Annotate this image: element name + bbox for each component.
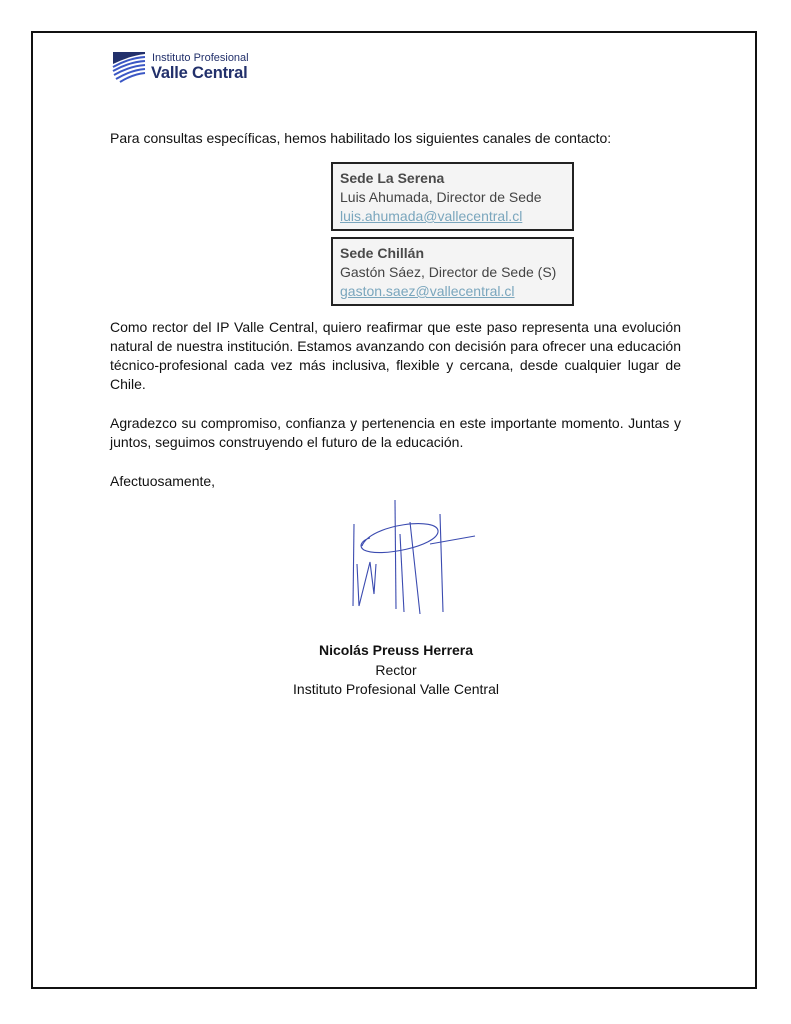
wave-logo-icon: [111, 50, 149, 84]
intro-text: Para consultas específicas, hemos habilitado los siguientes canales de contacto:: [110, 130, 612, 146]
contact-email-link[interactable]: gaston.saez@vallecentral.cl: [340, 283, 515, 299]
signer-role: Rector: [375, 661, 417, 678]
body-paragraph: Como rector del IP Valle Central, quiero reafirmar que este paso representa una evolución natural de nuestra institución. Estamos avanzando con decisión para ofrecer una educación técnico-profesional cada vez más inclusiva, flexible y cercana, desde cualquier lugar de Chile.: [110, 319, 681, 392]
contact-title: Sede La Serena: [340, 170, 445, 186]
contact-title: Sede Chillán: [340, 245, 425, 261]
logo-subtitle: Instituto Profesional: [152, 52, 249, 64]
signature-block: [200, 641, 592, 700]
contact-box-chillan: [331, 237, 574, 306]
contact-email-link[interactable]: luis.ahumada@vallecentral.cl: [340, 208, 523, 224]
signer-name: Nicolás Preuss Herrera: [318, 642, 474, 658]
handwritten-signature: [340, 494, 480, 624]
contact-box-la-serena: [331, 162, 574, 231]
closing-text: Afectuosamente,: [110, 473, 216, 489]
contact-person: Gastón Sáez, Director de Sede (S): [340, 264, 557, 280]
institution-logo: [111, 50, 271, 84]
signer-institution: Instituto Profesional Valle Central: [293, 681, 499, 697]
contact-person: Luis Ahumada, Director de Sede: [340, 189, 542, 205]
logo-title: Valle Central: [151, 64, 248, 82]
body-paragraph: Agradezco su compromiso, confianza y pertenencia en este importante momento. Juntas y juntos, seguimos construyendo el futuro de la educación.: [110, 415, 681, 450]
